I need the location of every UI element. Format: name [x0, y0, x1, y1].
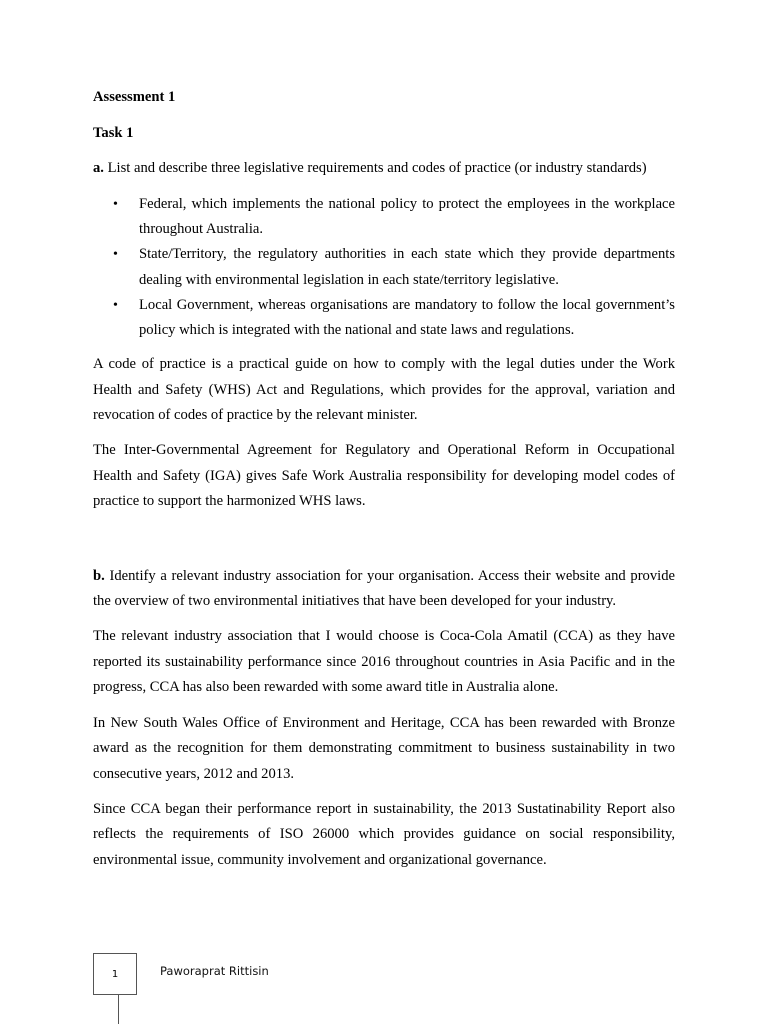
list-item-text: Local Government, whereas organisations are mandatory to follow the local government’s policy which is integrated with the national and state laws and regulations. [139, 296, 675, 339]
page-number: 1 [111, 968, 119, 980]
question-a-text: List and describe three legislative requirements and codes of practice (or industry standards) [107, 160, 647, 176]
bullet-icon: • [113, 247, 118, 263]
question-a [93, 157, 675, 179]
footer-divider [118, 995, 119, 1024]
paragraph-nsw: In New South Wales Office of Environment and Heritage, CCA has been rewarded with Bronze award as the recognition for them demonstrating commitment to business sustainability in two consecutive years, 2012 and 2013. [93, 714, 675, 782]
paragraph-cca: The relevant industry association that I would choose is Coca-Cola Amatil (CCA) as they have reported its sustainability performance since 2016 throughout countries in Asia Pacific and in the progress, CCA has also been rewarded with some award title in Australia alone. [93, 628, 675, 696]
footer-author: Paworaprat Rittisin [160, 964, 269, 978]
list-item [93, 192, 675, 242]
question-b-label: b. [93, 567, 105, 584]
paragraph-code-of-practice: A code of practice is a practical guide on how to comply with the legal duties under the Work Health and Safety (WHS) Act and Regulations, which provides for the approval, variation and revocation of codes of practice by the relevant minister. [93, 356, 675, 424]
list-item [93, 242, 675, 292]
document-body [93, 86, 675, 873]
task-title: Task 1 [93, 125, 134, 141]
bullet-icon: • [113, 197, 118, 212]
assessment-title: Assessment 1 [93, 89, 176, 105]
bullet-icon: • [113, 297, 118, 313]
question-b [93, 564, 675, 615]
question-b-text: Identify a relevant industry association for your organisation. Access their website and provide the overview of two environmental initiatives that have been developed for your industry. [93, 567, 675, 610]
question-a-label: a. [93, 160, 104, 176]
paragraph-iga: The Inter-Governmental Agreement for Regulatory and Operational Reform in Occupational Health and Safety (IGA) gives Safe Work Australia responsibility for developing model codes of practice to support the harmonized WHS laws. [93, 442, 675, 510]
list-item-text: State/Territory, the regulatory authorities in each state which they provide departments dealing with environmental legislation in each state/territory legislative. [139, 246, 675, 288]
list-item [93, 293, 675, 343]
list-item-text: Federal, which implements the national policy to protect the employees in the workplace throughout Australia. [139, 196, 675, 238]
paragraph-report: Since CCA began their performance report in sustainability, the 2013 Sustatinability Report also reflects the requirements of ISO 26000 which provides guidance on social responsibility, environmental issue, community involvement and organizational governance. [93, 800, 675, 868]
page-number-box [93, 953, 137, 995]
legislation-list [93, 192, 675, 343]
